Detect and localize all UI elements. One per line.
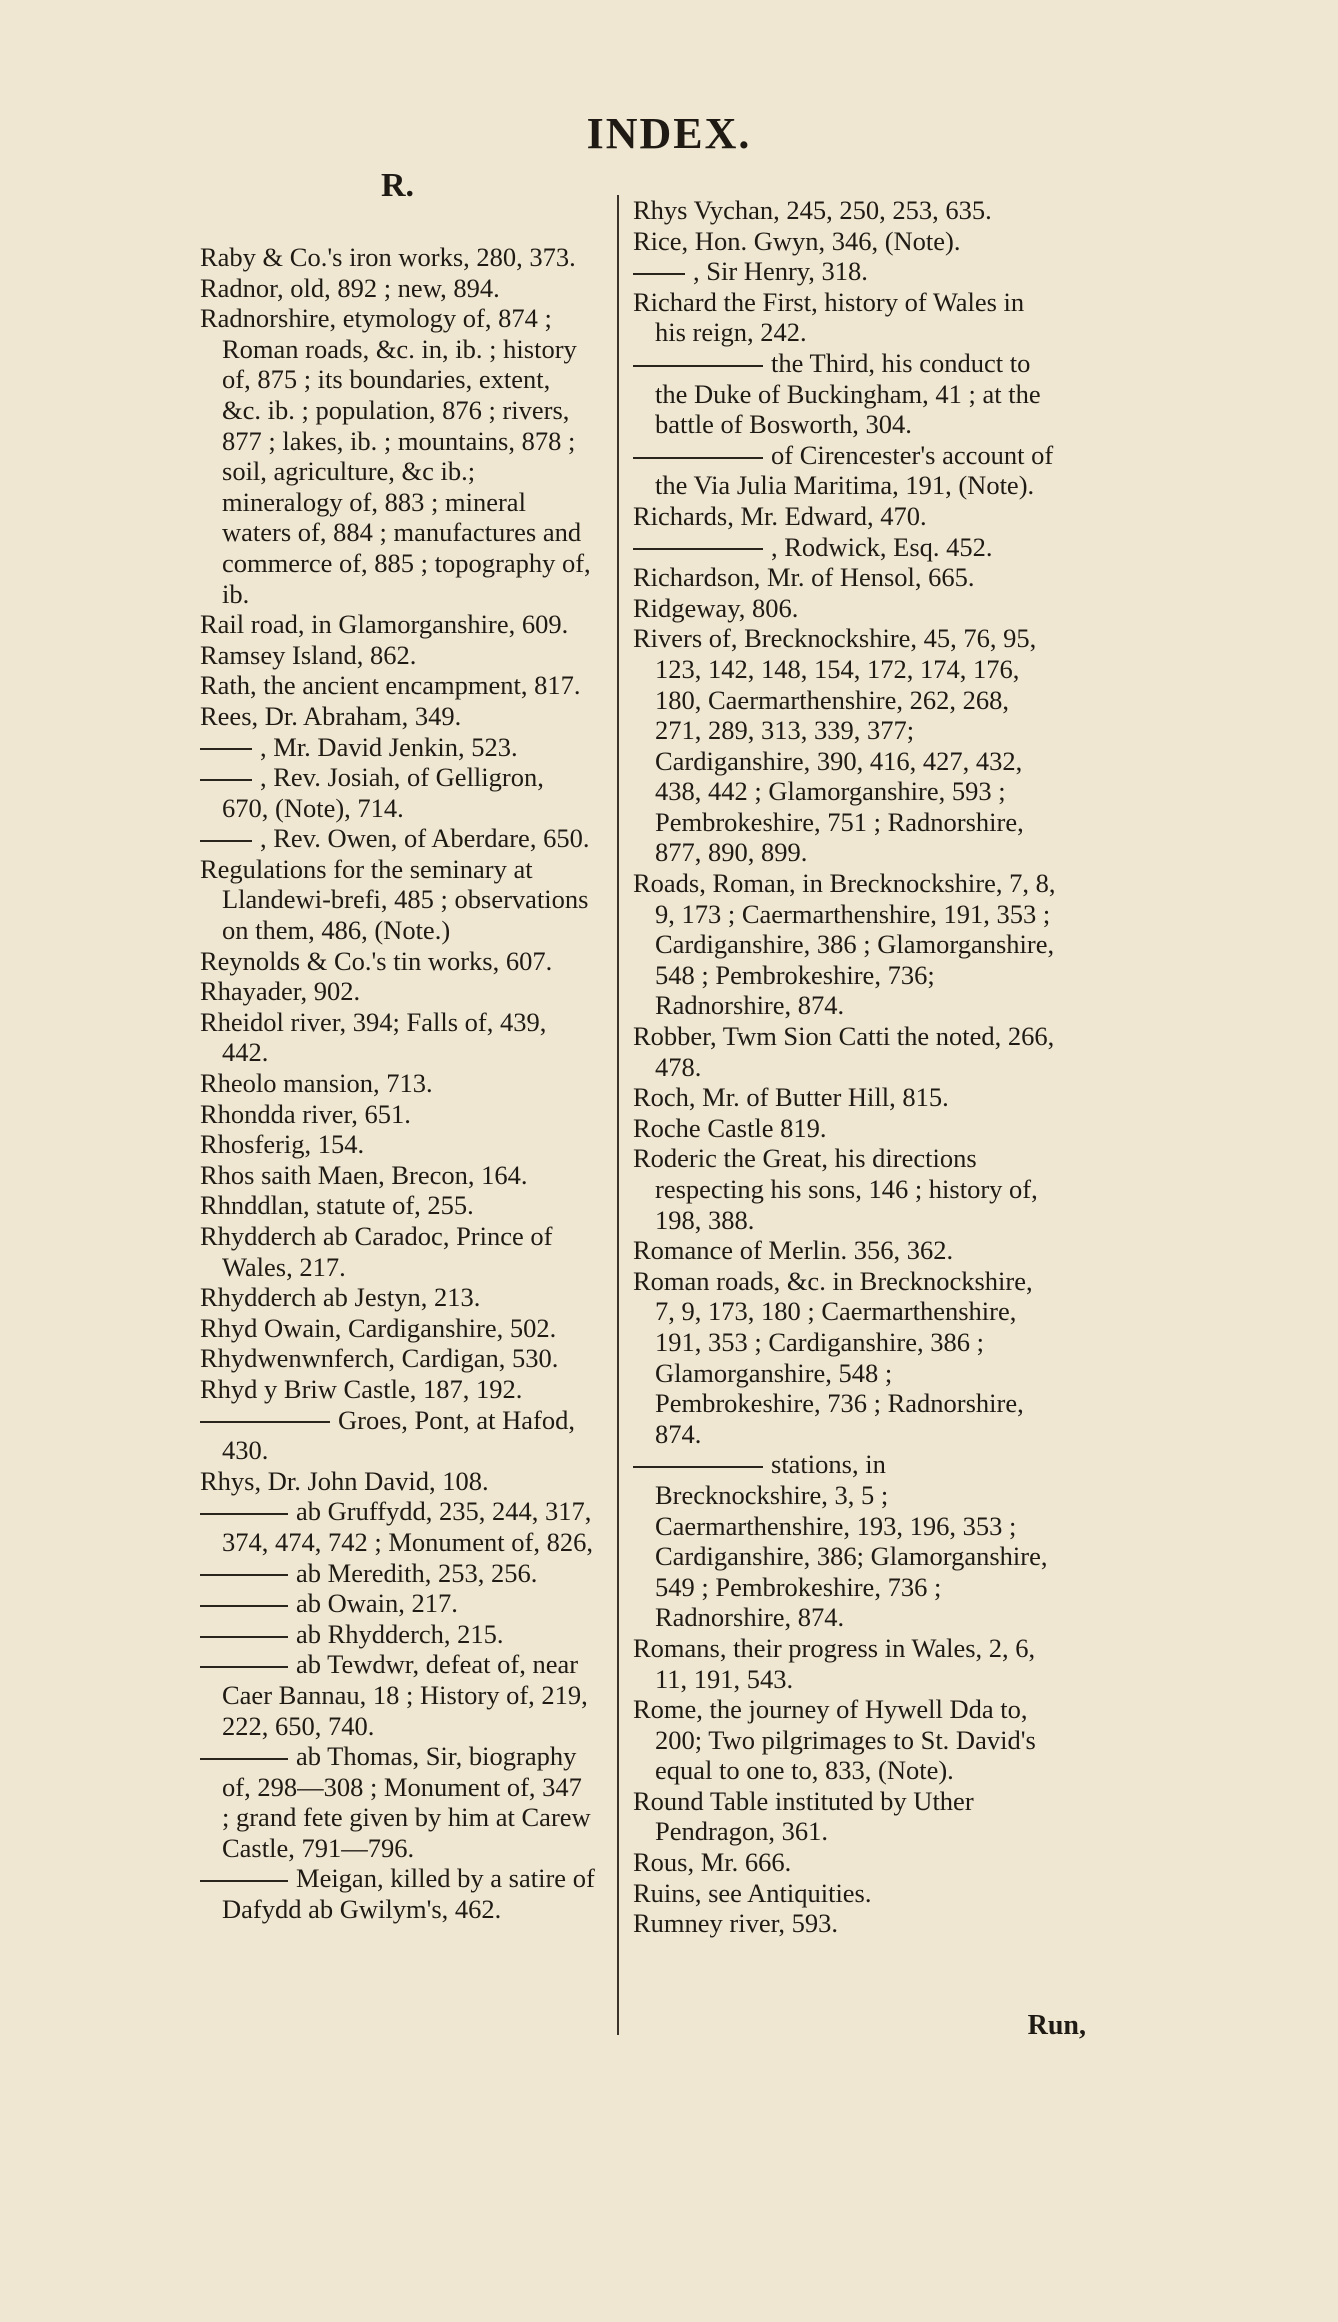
index-entry xyxy=(200,1129,595,1160)
index-entry xyxy=(200,1190,595,1221)
ditto-dash xyxy=(200,1513,288,1515)
ditto-dash xyxy=(200,779,252,781)
index-entry xyxy=(200,732,595,763)
ditto-dash xyxy=(633,548,763,550)
index-entry xyxy=(633,1082,1058,1113)
index-entry xyxy=(200,1282,595,1313)
index-entry xyxy=(633,1694,1058,1786)
index-entry xyxy=(200,1221,595,1282)
entry-text: Richard the First, history of Wales in his reign, 242. xyxy=(633,286,1025,348)
index-entry xyxy=(200,1405,595,1466)
entry-text: ab Owain, 217. xyxy=(296,1588,458,1619)
entry-text: Ruins, see Antiquities. xyxy=(633,1877,872,1908)
entry-text: Rhnddlan, statute of, 255. xyxy=(200,1190,474,1221)
left-entry-list xyxy=(200,242,595,1925)
index-entry xyxy=(633,1235,1058,1266)
entry-text: Ramsey Island, 862. xyxy=(200,639,417,670)
entry-text: Rail road, in Glamorganshire, 609. xyxy=(200,609,569,640)
entry-text: Radnorshire, etymology of, 874 ; Roman roads, &c. in, ib. ; history of, 875 ; its boundaries, extent, &c. ib. ; population, 876 ; rivers, 877 ; lakes, ib. ; mountains, 878 ; soil, agriculture, &c ib.; mineralogy of, 883 ; mineral waters of, 884 ; manufactures and commerce of, 885 ; topography of, ib. xyxy=(200,303,591,609)
index-entry xyxy=(200,976,595,1007)
entry-text: Roch, Mr. of Butter Hill, 815. xyxy=(633,1082,949,1113)
index-entry xyxy=(633,593,1058,624)
entry-text: ab Gruffydd, 235, 244, 317, 374, 474, 742 ; Monument of, 826, xyxy=(222,1496,593,1557)
entry-text: ab Meredith, 253, 256. xyxy=(296,1557,538,1588)
entry-text: Rees, Dr. Abraham, 349. xyxy=(200,700,462,731)
index-entry xyxy=(200,1863,595,1924)
index-entry xyxy=(200,609,595,640)
index-entry xyxy=(200,1099,595,1130)
entry-text: Rhys, Dr. John David, 108. xyxy=(200,1465,489,1496)
index-entry xyxy=(200,1007,595,1068)
entry-text: Rice, Hon. Gwyn, 346, (Note). xyxy=(633,225,961,256)
entry-text: Meigan, killed by a satire of Dafydd ab Gwilym's, 462. xyxy=(222,1863,595,1925)
entry-text: Rhydderch ab Caradoc, Prince of Wales, 217. xyxy=(200,1221,553,1282)
entry-text: Romance of Merlin. 356, 362. xyxy=(633,1235,954,1266)
entry-text: Rheolo mansion, 713. xyxy=(200,1068,433,1099)
right-column xyxy=(617,195,1058,2035)
entry-text: Roche Castle 819. xyxy=(633,1112,827,1143)
index-entry xyxy=(200,670,595,701)
entry-text: Rhayader, 902. xyxy=(200,976,361,1007)
entry-text: Rumney river, 593. xyxy=(633,1908,839,1939)
ditto-dash xyxy=(200,1880,288,1882)
entry-text: Rome, the journey of Hywell Dda to, 200; Two pilgrimages to St. David's equal to one to, 833, (Note). xyxy=(633,1694,1036,1786)
index-entry xyxy=(633,1786,1058,1847)
entry-text: Raby & Co.'s iron works, 280, 373. xyxy=(200,242,576,272)
ditto-dash xyxy=(200,1636,288,1638)
entry-text: Rhyd y Briw Castle, 187, 192. xyxy=(200,1373,523,1404)
ditto-dash xyxy=(200,1421,330,1423)
index-entry xyxy=(200,1741,595,1863)
entry-text: Roderic the Great, his directions respecting his sons, 146 ; history of, 198, 388. xyxy=(633,1143,1038,1235)
entry-text: Regulations for the seminary at Llandewi-brefi, 485 ; observations on them, 486, (Note.) xyxy=(200,853,589,946)
entry-text: Reynolds & Co.'s tin works, 607. xyxy=(200,945,553,976)
index-entry xyxy=(633,868,1058,1021)
index-entry xyxy=(200,823,595,854)
index-entry xyxy=(633,1847,1058,1878)
index-entry xyxy=(200,242,595,273)
page-title: INDEX. xyxy=(586,109,752,158)
entry-text: , Rev. Josiah, of Gelligron, 670, (Note), 714. xyxy=(222,762,544,823)
entry-text: Rhyd Owain, Cardiganshire, 502. xyxy=(200,1312,557,1343)
entry-text: the Third, his conduct to the Duke of Buckingham, 41 ; at the battle of Bosworth, 304. xyxy=(655,347,1041,440)
index-entry xyxy=(633,440,1058,501)
index-entry xyxy=(633,1633,1058,1694)
entry-text: Richards, Mr. Edward, 470. xyxy=(633,500,927,531)
entry-text: Roman roads, &c. in Brecknockshire, 7, 9, 173, 180 ; Caermarthenshire, 191, 353 ; Cardiganshire, 386 ; Glamorganshire, 548 ; Pembrokeshire, 736 ; Radnorshire, 874. xyxy=(633,1265,1033,1449)
index-entry xyxy=(200,1313,595,1344)
entry-text: Rheidol river, 394; Falls of, 439, 442. xyxy=(200,1006,547,1068)
entry-text: Rath, the ancient encampment, 817. xyxy=(200,670,581,701)
entry-text: Ridgeway, 806. xyxy=(633,592,799,623)
entry-text: , Mr. David Jenkin, 523. xyxy=(260,731,518,762)
entry-text: Rous, Mr. 666. xyxy=(633,1847,792,1878)
right-entry-list xyxy=(633,195,1058,1939)
index-entry xyxy=(633,532,1058,563)
ditto-dash xyxy=(200,748,252,750)
section-letter: R. xyxy=(380,167,415,204)
catchword: Run, xyxy=(1027,2010,1086,2041)
ditto-dash xyxy=(200,1666,288,1668)
index-entry xyxy=(200,701,595,732)
index-entry xyxy=(200,1649,595,1741)
entry-text: stations, in Brecknockshire, 3, 5 ; Caermarthenshire, 193, 196, 353 ; Cardiganshire, 386; Glamorganshire, 549 ; Pembrokeshire, 736 ; Radnorshire, 874. xyxy=(655,1449,1048,1633)
index-entry xyxy=(200,303,595,609)
index-entry xyxy=(633,1143,1058,1235)
index-entry xyxy=(633,1113,1058,1144)
entry-text: ab Tewdwr, defeat of, near Caer Bannau, 18 ; History of, 219, 222, 650, 740. xyxy=(222,1649,588,1741)
ditto-dash xyxy=(200,1605,288,1607)
index-entry xyxy=(200,1374,595,1405)
index-entry xyxy=(200,1466,595,1497)
ditto-dash xyxy=(200,840,252,842)
entry-text: Richardson, Mr. of Hensol, 665. xyxy=(633,562,975,593)
entry-text: of Cirencester's account of the Via Julia Maritima, 191, (Note). xyxy=(655,439,1054,501)
entry-text: , Sir Henry, 318. xyxy=(693,256,868,287)
index-entry xyxy=(633,226,1058,257)
ditto-dash xyxy=(633,273,685,275)
index-entry xyxy=(633,256,1058,287)
index-entry xyxy=(633,1908,1058,1939)
index-entry xyxy=(200,1496,595,1557)
entry-text: , Rev. Owen, of Aberdare, 650. xyxy=(260,823,590,854)
index-entry xyxy=(633,501,1058,532)
index-entry xyxy=(200,640,595,671)
entry-text: , Rodwick, Esq. 452. xyxy=(771,531,993,562)
entry-text: Rhydwenwnferch, Cardigan, 530. xyxy=(200,1343,559,1374)
entry-text: Rhosferig, 154. xyxy=(200,1129,365,1160)
entry-text: Rhos saith Maen, Brecon, 164. xyxy=(200,1159,528,1190)
entry-text: Rhys Vychan, 245, 250, 253, 635. xyxy=(633,195,992,225)
entry-text: Radnor, old, 892 ; new, 894. xyxy=(200,272,500,303)
entry-text: ab Thomas, Sir, biography of, 298—308 ; Monument of, 347 ; grand fete given by him at Carew Castle, 791—796. xyxy=(222,1741,591,1863)
left-column xyxy=(200,168,595,1925)
ditto-dash xyxy=(633,457,763,459)
entry-text: Rhydderch ab Jestyn, 213. xyxy=(200,1282,481,1313)
index-entry xyxy=(200,1160,595,1191)
index-entry xyxy=(200,1343,595,1374)
ditto-dash xyxy=(200,1574,288,1576)
index-entry xyxy=(633,1878,1058,1909)
ditto-dash xyxy=(633,1466,763,1468)
ditto-dash xyxy=(200,1758,288,1760)
index-entry xyxy=(633,195,1058,226)
entry-text: ab Rhydderch, 215. xyxy=(296,1618,504,1649)
index-entry xyxy=(200,1068,595,1099)
entry-text: Round Table instituted by Uther Pendragon, 361. xyxy=(633,1785,974,1847)
index-entry xyxy=(633,623,1058,868)
entry-text: Romans, their progress in Wales, 2, 6, 11, 191, 543. xyxy=(633,1632,1036,1694)
index-entry xyxy=(200,273,595,304)
index-entry xyxy=(200,946,595,977)
index-entry xyxy=(200,1588,595,1619)
index-entry xyxy=(633,562,1058,593)
index-entry xyxy=(200,762,595,823)
index-entry xyxy=(633,1449,1058,1633)
entry-text: Roads, Roman, in Brecknockshire, 7, 8, 9, 173 ; Caermarthenshire, 191, 353 ; Cardiganshire, 386 ; Glamorganshire, 548 ; Pembrokeshire, 736; Radnorshire, 874. xyxy=(633,868,1056,1021)
entry-text: Robber, Twm Sion Catti the noted, 266, 478. xyxy=(633,1021,1055,1082)
ditto-dash xyxy=(633,365,763,367)
index-entry xyxy=(633,1266,1058,1450)
index-entry xyxy=(200,1558,595,1589)
entry-text: Groes, Pont, at Hafod, 430. xyxy=(222,1404,575,1466)
index-entry xyxy=(633,287,1058,348)
index-entry xyxy=(633,348,1058,440)
index-entry xyxy=(200,1619,595,1650)
entry-text: Rhondda river, 651. xyxy=(200,1098,411,1129)
entry-text: Rivers of, Brecknockshire, 45, 76, 95, 123, 142, 148, 154, 172, 174, 176, 180, Caermarthenshire, 262, 268, 271, 289, 313, 339, 377; Cardiganshire, 390, 416, 427, 432, 438, 442 ; Glamorganshire, 593 ; Pembrokeshire, 751 ; Radnorshire, 877, 890, 899. xyxy=(633,623,1037,868)
index-entry xyxy=(200,854,595,946)
index-entry xyxy=(633,1021,1058,1082)
